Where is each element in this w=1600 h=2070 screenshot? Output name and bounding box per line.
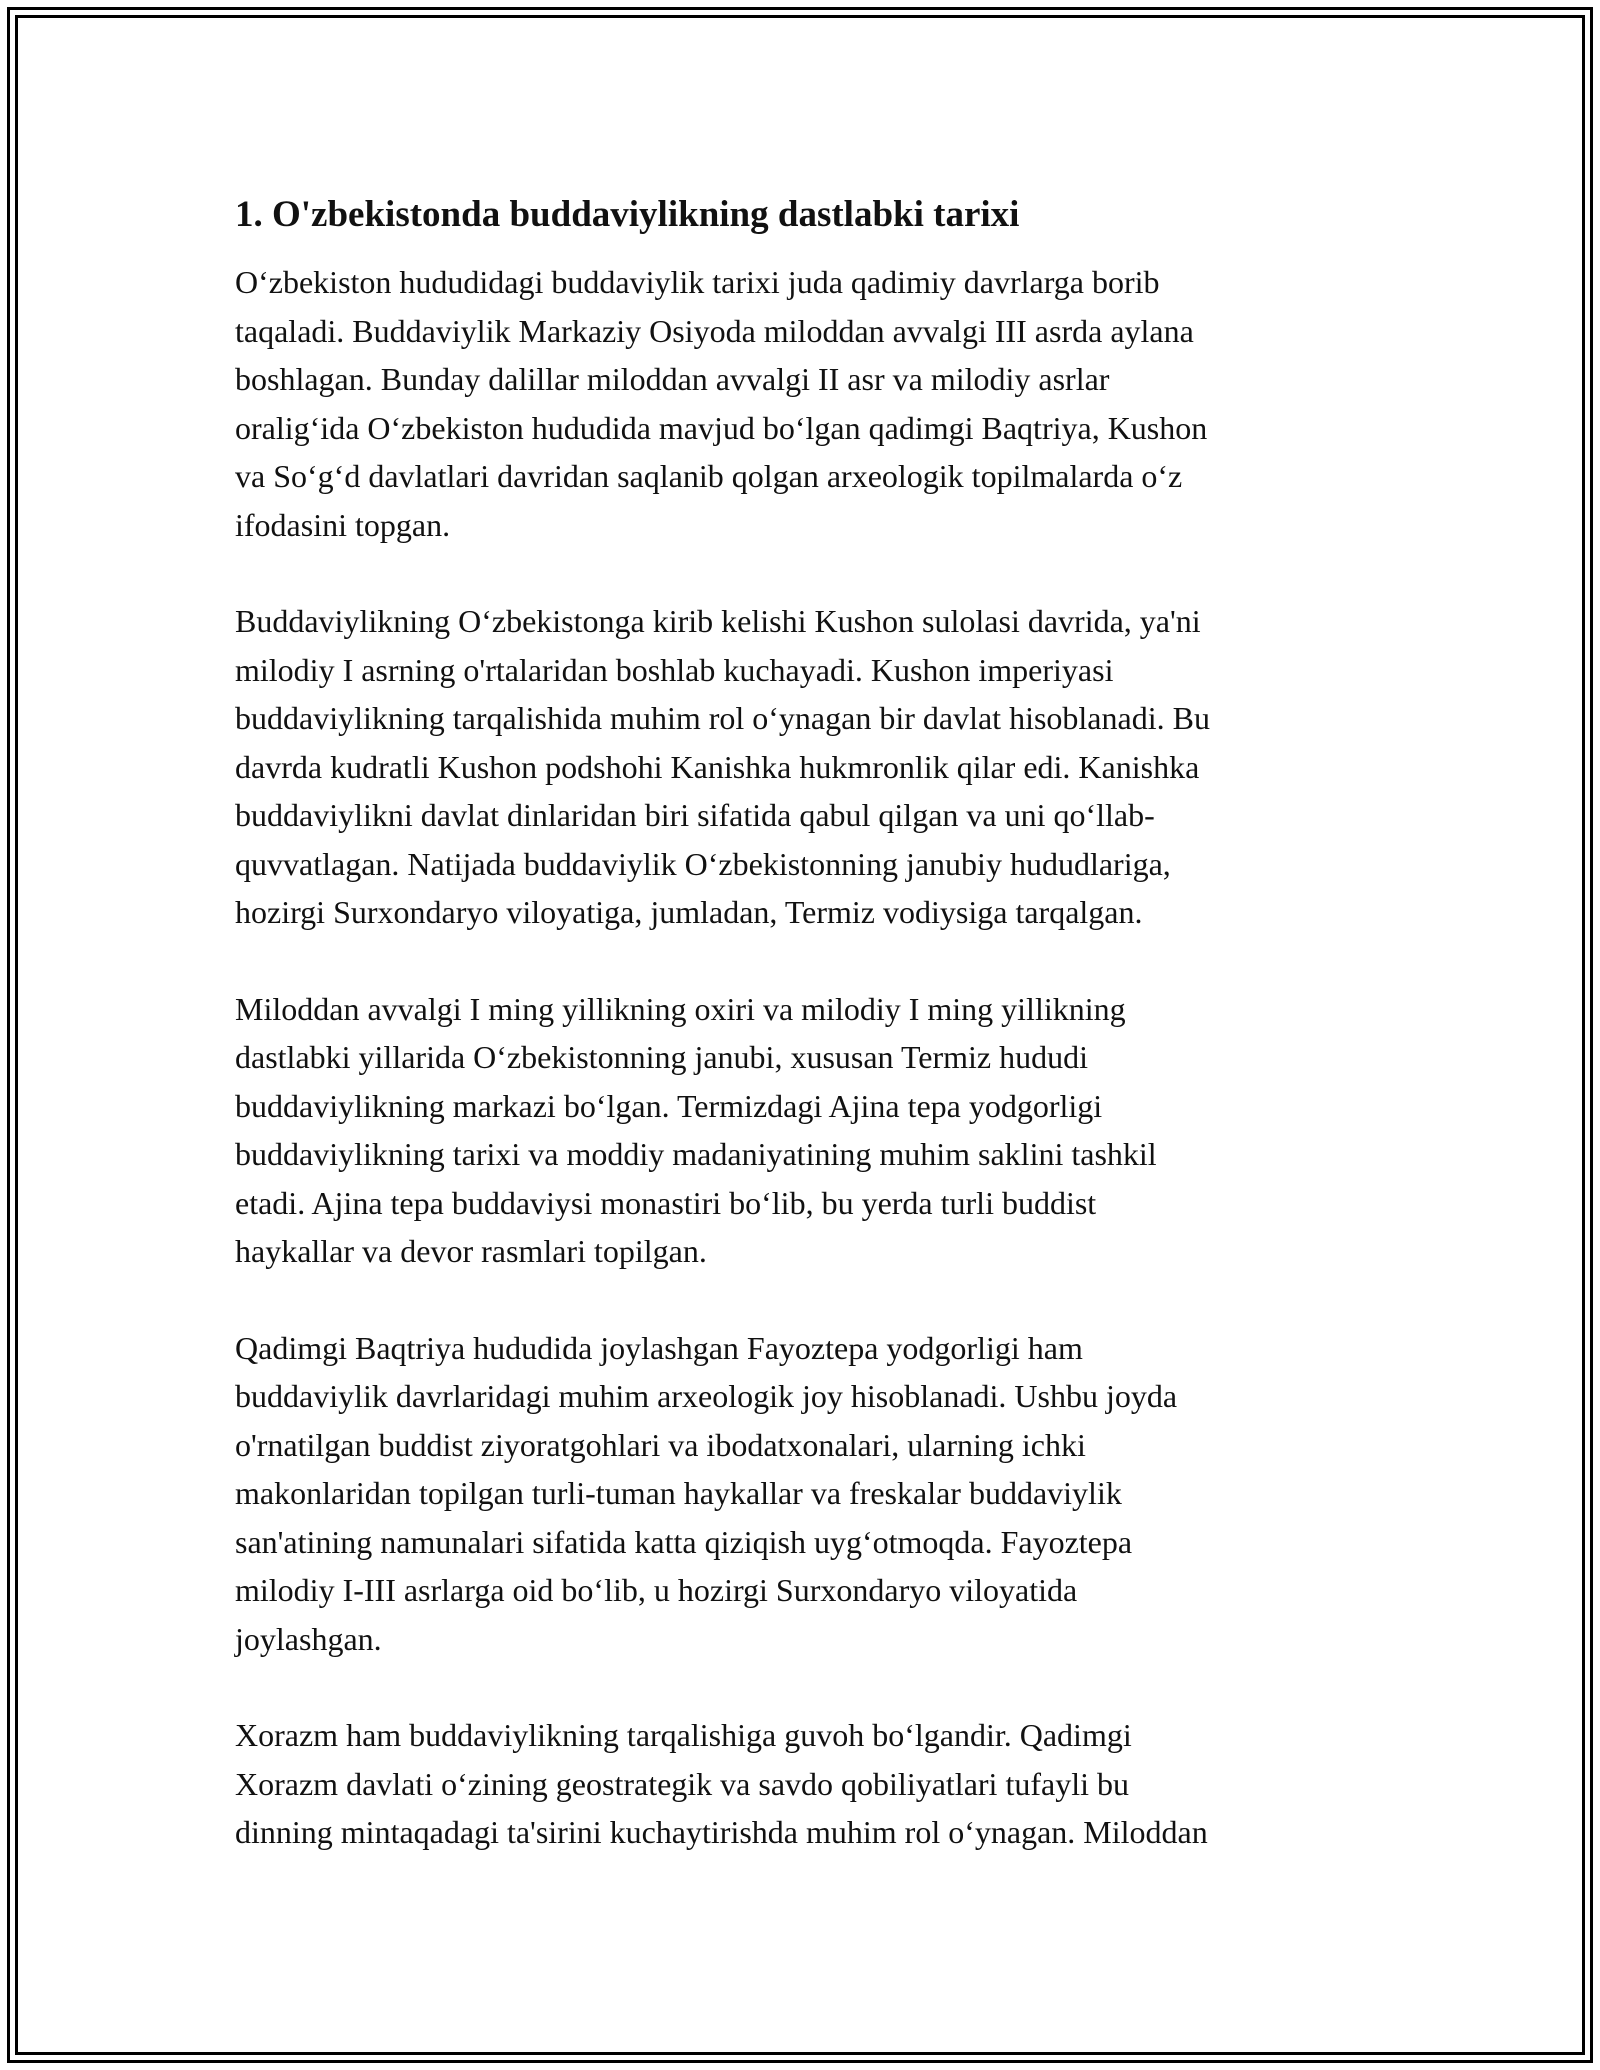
document-body xyxy=(235,188,1375,1905)
paragraph-2: Buddaviylikning O‘zbekistonga kirib kelishi Kushon sulolasi davrida, ya'ni milodiy I asrning o'rtalaridan boshlab kuchayadi. Kushon imperiyasi buddaviylikning tarqalishida muhim rol o‘ynagan bir davlat hisoblanadi. Bu davrda kudratli Kushon podshohi Kanishka hukmronlik qilar edi. Kanishka buddaviylikni davlat dinlaridan biri sifatida qabul qilgan va uni qo‘llab- quvvatlagan. Natijada buddaviylik O‘zbekistonning janubiy hududlariga, hozirgi Surxondaryo viloyatiga, jumladan, Termiz vodiysiga tarqalgan. xyxy=(235,603,1210,930)
paragraph-4: Qadimgi Baqtriya hududida joylashgan Fayoztepa yodgorligi ham buddaviylik davrlaridagi muhim arxeologik joy hisoblanadi. Ushbu joyda o'rnatilgan buddist ziyoratgohlari va ibodatxonalari, ularning ichki makonlaridan topilgan turli-tuman haykallar va freskalar buddaviylik san'atining namunalari sifatida katta qiziqish uyg‘otmoqda. Fayoztepa milodiy I-III asrlarga oid bo‘lib, u hozirgi Surxondaryo viloyatida joylashgan. xyxy=(235,1329,1178,1657)
paragraph-3: Miloddan avvalgi I ming yillikning oxiri va milodiy I ming yillikning dastlabki yillarida O‘zbekistonning janubi, xususan Termiz hududi buddaviylikning markazi bo‘lgan. Termizdagi Ajina tepa yodgorligi buddaviylikning tarixi va moddiy madaniyatining muhim saklini tashkil etadi. Ajina tepa buddaviysi monastiri bo‘lib, bu yerda turli buddist haykallar va devor rasmlari topilgan. xyxy=(235,990,1157,1269)
paragraph-1: O‘zbekiston hududidagi buddaviylik tarixi juda qadimiy davrlarga borib taqaladi. Buddaviylik Markaziy Osiyoda miloddan avvalgi III asrda aylana boshlagan. Bunday dalillar miloddan avvalgi II asr va milodiy asrlar oralig‘ida O‘zbekiston hududida mavjud bo‘lgan qadimgi Baqtriya, Kushon va So‘g‘d davlatlari davridan saqlanib qolgan arxeologik topilmalarda o‘z ifodasini topgan. xyxy=(235,264,1208,543)
paragraph-5: Xorazm ham buddaviylikning tarqalishiga guvoh bo‘lgandir. Qadimgi Xorazm davlati o‘zining geostrategik va savdo qobiliyatlari tufayli bu dinning mintaqadagi ta'sirini kuchaytirishda muhim rol o‘ynagan. Miloddan xyxy=(235,1717,1208,1850)
section-heading: 1. O'zbekistonda buddaviylikning dastlabki tarixi xyxy=(235,194,1020,235)
